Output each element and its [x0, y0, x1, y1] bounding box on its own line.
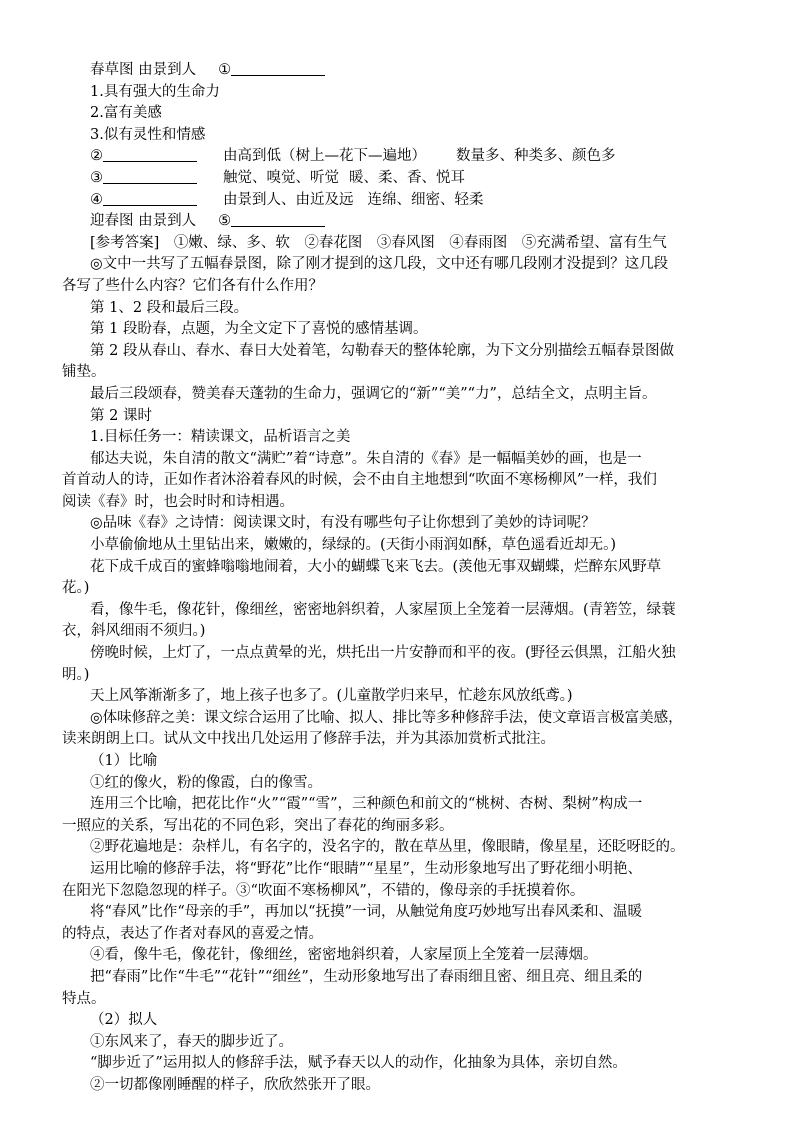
paragraph-line: （2）拟人: [90, 1012, 158, 1029]
fill-blank: [103, 147, 197, 162]
paragraph-line: 郁达夫说，朱自清的散文“满贮”着“诗意”。朱自清的《春》是一幅幅美妙的画，也是一: [90, 450, 642, 467]
paragraph-line: 小草偷偷地从土里钻出来，嫩嫩的，绿绿的。(天街小雨润如酥，草色遥看近却无。): [90, 537, 617, 554]
paragraph-line: 傍晚时候，上灯了，一点点黄晕的光，烘托出一片安静而和平的夜。(野径云俱黑，江船火独: [90, 645, 676, 662]
paragraph-line: 1.目标任务一：精读课文，品析语言之美: [90, 429, 351, 446]
paragraph-line: ①红的像火，粉的像霞，白的像雪。: [90, 774, 322, 791]
paragraph-line: ②一切都像刚睡醒的样子，欣欣然张开了眼。: [90, 1076, 380, 1093]
paragraph-line: 第 1、2 段和最后三段。: [90, 299, 249, 316]
table-row: [90, 60, 734, 82]
blank-number: ①: [218, 62, 232, 78]
row-label: 春草图 由景到人: [90, 62, 197, 78]
blank-number: ⑤: [218, 213, 232, 230]
paragraph-line: 连用三个比喻，把花比作“火”“霞”“雪”，三种颜色和前文的“桃树、杏树、梨树”构成一: [90, 796, 643, 813]
row-cell: 由景到人、由近及远: [223, 191, 354, 208]
paragraph-line: 将“春风”比作“母亲的手”，再加以“抚摸”一词，从触觉角度巧妙地写出春风柔和、温暖: [90, 904, 642, 921]
paragraph-line: ①东风来了，春天的脚步近了。: [90, 1033, 293, 1050]
paragraph-line: 特点。: [62, 990, 106, 1007]
reference-answer: [参考答案] ①嫩、绿、多、软 ②春花图 ③春风图 ④春雨图 ⑤充满希望、富有生气: [90, 234, 667, 251]
fill-blank: [103, 191, 197, 206]
paragraph-line: 衣，斜风细雨不须归。): [62, 623, 206, 640]
paragraph-line: （1）比喻: [90, 753, 158, 769]
row-cell: 由高到低（树上—花下—遍地）: [223, 148, 426, 165]
row-cell: 连绵、细密、轻柔: [367, 191, 484, 208]
paragraph-line: 各写了些什么内容？它们各有什么作用？: [62, 277, 323, 294]
paragraph-line: 铺垫。: [62, 364, 106, 381]
table-row: 1.具有强大的生命力: [90, 83, 220, 100]
table-row: [90, 190, 734, 212]
paragraph-line: 首首动人的诗，正如作者沐浴着春风的时候，会不由自主地想到“吹面不寒杨柳风”一样，我们: [62, 472, 657, 489]
paragraph-line: 运用比喻的修辞手法，将“野花”比作“眼睛”“星星”，生动形象地写出了野花细小明艳、: [90, 860, 642, 877]
paragraph-line: 第 2 课时: [90, 407, 152, 424]
table-row: [90, 146, 734, 168]
paragraph-line: 最后三段颂春，赞美春天蓬勃的生命力，强调它的“新”“美”“力”，总结全文，点明主旨。: [90, 385, 657, 402]
table-row: 3.似有灵性和情感: [90, 126, 206, 143]
paragraph-line: 明。): [62, 666, 90, 683]
paragraph-line: ◎品味《春》之诗情：阅读课文时，有没有哪些句子让你想到了美妙的诗词呢？: [90, 515, 596, 532]
paragraph-line: 天上风筝渐渐多了，地上孩子也多了。(儿童散学归来早，忙趁东风放纸鸢。): [90, 688, 573, 705]
body-text: [62, 254, 734, 1096]
row-cell: 数量多、种类多、颜色多: [456, 148, 616, 165]
paragraph-line: 看，像牛毛，像花针，像细丝，密密地斜织着，人家屋顶上全笼着一层薄烟。(青箬笠，绿蓑: [90, 601, 676, 618]
paragraph-line: 一照应的关系，写出花的不同色彩，突出了春花的绚丽多彩。: [62, 817, 454, 834]
paragraph-line: ④看，像牛毛，像花针，像细丝，密密地斜织着，人家屋顶上全笼着一层薄烟。: [90, 947, 598, 964]
paragraph-line: ◎体味修辞之美：课文综合运用了比喻、拟人、排比等多种修辞手法，使文章语言极富美感，: [90, 709, 683, 726]
fill-blank: [231, 212, 325, 227]
fill-blank: [231, 61, 325, 76]
paragraph-line: “脚步近了”运用拟人的修辞手法，赋予春天以人的动作，化抽象为具体，亲切自然。: [90, 1055, 627, 1072]
blank-number: ②: [90, 148, 103, 165]
blank-number: ③: [90, 169, 103, 186]
paragraph-line: 把“春雨”比作“牛毛”“花针”“细丝”，生动形象地写出了春雨细且密、细且亮、细且柔的: [90, 968, 643, 985]
paragraph-line: 第 1 段盼春，点题，为全文定下了喜悦的感情基调。: [90, 321, 428, 338]
paragraph-line: 读来朗朗上口。试从文中找出几处运用了修辞手法，并为其添加赏析式批注。: [62, 731, 555, 748]
paragraph-line: 花。): [62, 580, 90, 597]
row-cell: 触觉、嗅觉、听觉: [223, 169, 339, 186]
table-row: 2.富有美感: [90, 105, 162, 122]
row-label: 迎春图 由景到人: [90, 213, 197, 230]
paragraph-line: ②野花遍地是：杂样儿，有名字的，没名字的，散在草丛里，像眼睛，像星星，还眨呀眨的。: [90, 839, 685, 856]
paragraph-line: ◎文中一共写了五幅春景图，除了刚才提到的这几段，文中还有哪几段刚才没提到？这几段: [90, 256, 669, 273]
blank-number: ④: [90, 191, 103, 208]
table-row: [90, 168, 734, 190]
paragraph-line: 花下成千成百的蜜蜂嗡嗡地闹着，大小的蝴蝶飞来飞去。(羡他无事双蝴蝶，烂醉东风野草: [90, 558, 662, 575]
paragraph-line: 的特点，表达了作者对春风的喜爱之情。: [62, 925, 323, 942]
paragraph-line: 第 2 段从春山、春水、春日大处着笔，勾勒春天的整体轮廓，为下文分别描绘五幅春景图做: [90, 342, 674, 359]
table-row: [90, 211, 734, 233]
fill-blank: [103, 169, 197, 184]
row-cell: 暖、柔、香、悦耳: [349, 169, 465, 186]
paragraph-line: 在阳光下忽隐忽现的样子。③“吹面不寒杨柳风”，不错的，像母亲的手抚摸着你。: [62, 882, 585, 899]
paragraph-line: 阅读《春》时，也会时时和诗相遇。: [62, 493, 294, 510]
